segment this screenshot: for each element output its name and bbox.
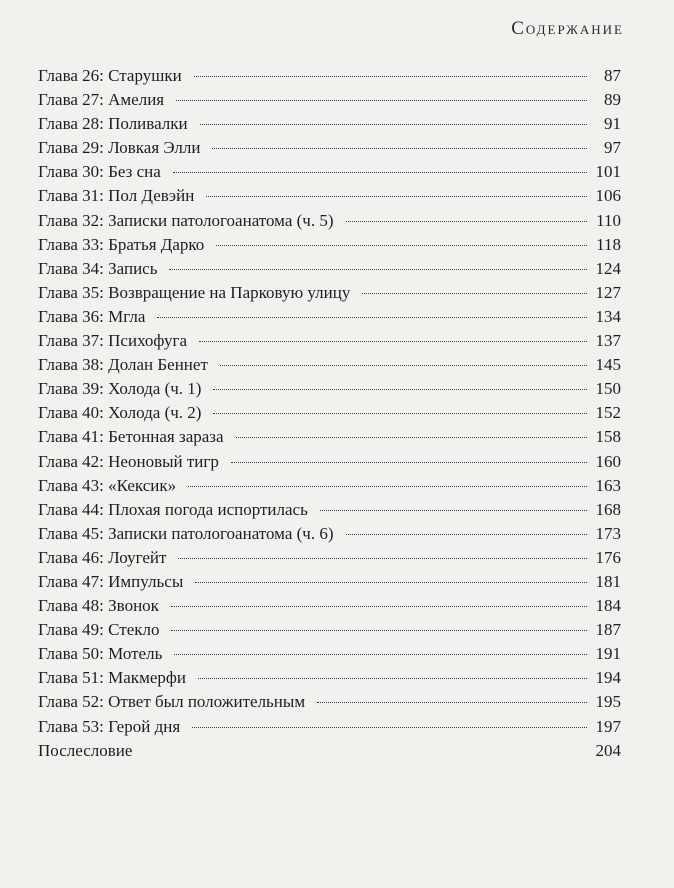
toc-entry xyxy=(38,642,621,666)
toc-entry xyxy=(38,739,621,763)
toc-entry xyxy=(38,450,621,474)
dot-leader xyxy=(206,196,587,197)
dot-leader xyxy=(216,245,587,246)
toc-entry-title: Глава 46: Лоугейт xyxy=(38,547,167,567)
toc-entry-page-number: 168 xyxy=(595,499,621,519)
toc-entry-page-number: 152 xyxy=(595,403,621,423)
toc-entry-page-number: 101 xyxy=(595,162,621,182)
toc-entry-title: Глава 27: Амелия xyxy=(38,90,165,110)
dot-leader xyxy=(213,389,587,390)
dot-leader xyxy=(171,630,587,631)
toc-entry-page-number: 89 xyxy=(604,90,621,110)
toc-entry-title: Послесловие xyxy=(38,740,133,760)
toc-entry xyxy=(38,377,621,401)
running-head: Содержание xyxy=(511,18,624,39)
toc-entry xyxy=(38,329,621,353)
toc-entry-title: Глава 29: Ловкая Элли xyxy=(38,138,201,158)
dot-leader xyxy=(317,702,587,703)
dot-leader xyxy=(199,341,587,342)
toc-entry-title: Глава 52: Ответ был положительным xyxy=(38,692,306,712)
toc-entry xyxy=(38,401,621,425)
toc-entry-page-number: 87 xyxy=(604,66,621,85)
toc-entry-page-number: 158 xyxy=(595,427,621,447)
toc-entry-page-number: 197 xyxy=(595,716,621,736)
toc-entry xyxy=(38,546,621,570)
toc-entry xyxy=(38,522,621,546)
dot-leader xyxy=(220,365,587,366)
toc-entry-title: Глава 49: Стекло xyxy=(38,620,160,640)
toc-entry xyxy=(38,570,621,594)
dot-leader xyxy=(320,510,587,511)
dot-leader xyxy=(169,269,587,270)
toc-entry-page-number: 195 xyxy=(595,692,621,712)
dot-leader xyxy=(212,148,587,149)
toc-entry-title: Глава 51: Макмерфи xyxy=(38,668,186,688)
toc-entry xyxy=(38,498,621,522)
toc-entry-title: Глава 34: Запись xyxy=(38,258,158,278)
toc-entry xyxy=(38,281,621,305)
toc-entry-title: Глава 37: Психофуга xyxy=(38,331,188,351)
toc-entry xyxy=(38,209,621,233)
dot-leader xyxy=(157,317,587,318)
dot-leader xyxy=(213,413,587,414)
toc-entry-title: Глава 41: Бетонная зараза xyxy=(38,427,224,447)
toc-entry-page-number: 173 xyxy=(595,523,621,543)
dot-leader xyxy=(362,293,587,294)
toc-entry-page-number: 124 xyxy=(595,258,621,278)
toc-entry xyxy=(38,425,621,449)
dot-leader xyxy=(346,221,588,222)
toc-entry-page-number: 134 xyxy=(595,306,621,326)
dot-leader xyxy=(200,124,587,125)
toc-entry-page-number: 191 xyxy=(595,644,621,664)
toc-entry xyxy=(38,690,621,714)
toc-entry xyxy=(38,305,621,329)
dot-leader xyxy=(173,172,587,173)
toc-entry-title: Глава 32: Записки патологоанатома (ч. 5) xyxy=(38,210,334,230)
toc-entry-title: Глава 36: Мгла xyxy=(38,306,146,326)
toc-entry-title: Глава 47: Импульсы xyxy=(38,571,184,591)
toc-entry-title: Глава 44: Плохая погода испортилась xyxy=(38,499,308,519)
toc-entry-page-number: 97 xyxy=(604,138,621,158)
toc-entry xyxy=(38,257,621,281)
toc-entry-page-number: 137 xyxy=(595,331,621,351)
toc-entry-page-number: 110 xyxy=(596,210,621,230)
toc-entry-page-number: 118 xyxy=(596,234,621,254)
toc-entry xyxy=(38,136,621,160)
toc-entry-title: Глава 33: Братья Дарко xyxy=(38,234,205,254)
toc-entry-page-number: 181 xyxy=(595,571,621,591)
toc-entry-title: Глава 53: Герой дня xyxy=(38,716,181,736)
toc-entry-title: Глава 31: Пол Девэйн xyxy=(38,186,195,206)
dot-leader xyxy=(195,582,587,583)
toc-entry-title: Глава 35: Возвращение на Парковую улицу xyxy=(38,282,351,302)
toc-entry xyxy=(38,618,621,642)
dot-leader xyxy=(174,654,587,655)
toc-entry-title: Глава 38: Долан Беннет xyxy=(38,355,208,375)
toc-entry-page-number: 163 xyxy=(595,475,621,495)
toc-entry xyxy=(38,160,621,184)
toc-entry-page-number: 187 xyxy=(595,620,621,640)
toc-entry-page-number: 160 xyxy=(595,451,621,471)
toc-entry-page-number: 145 xyxy=(595,355,621,375)
dot-leader xyxy=(176,100,587,101)
toc-entry-title: Глава 30: Без сна xyxy=(38,162,161,182)
toc-entry-title: Глава 39: Холода (ч. 1) xyxy=(38,379,202,399)
toc-entry xyxy=(38,88,621,112)
dot-leader xyxy=(236,437,587,438)
toc-entry xyxy=(38,112,621,136)
dot-leader xyxy=(346,534,588,535)
toc-entry-title: Глава 45: Записки патологоанатома (ч. 6) xyxy=(38,523,334,543)
toc-entry xyxy=(38,353,621,377)
toc-entry xyxy=(38,184,621,208)
toc-entry-page-number: 91 xyxy=(604,114,621,134)
toc-entry xyxy=(38,474,621,498)
toc-entry-title: Глава 40: Холода (ч. 2) xyxy=(38,403,202,423)
toc-entry-page-number: 194 xyxy=(595,668,621,688)
dot-leader xyxy=(144,751,587,752)
toc-entry-title: Глава 26: Старушки xyxy=(38,66,182,85)
dot-leader xyxy=(178,558,587,559)
toc-entry xyxy=(38,715,621,739)
toc-entry xyxy=(38,64,621,88)
toc-entry-page-number: 127 xyxy=(595,282,621,302)
dot-leader xyxy=(188,486,587,487)
toc-entry xyxy=(38,666,621,690)
toc-entry-page-number: 184 xyxy=(595,596,621,616)
dot-leader xyxy=(194,76,587,77)
toc-entry xyxy=(38,594,621,618)
toc-entry xyxy=(38,233,621,257)
table-of-contents xyxy=(38,64,621,763)
dot-leader xyxy=(231,462,587,463)
toc-entry-page-number: 150 xyxy=(595,379,621,399)
toc-entry-title: Глава 43: «Кексик» xyxy=(38,475,177,495)
toc-entry-title: Глава 50: Мотель xyxy=(38,644,163,664)
dot-leader xyxy=(192,727,587,728)
toc-entry-page-number: 176 xyxy=(595,547,621,567)
toc-entry-title: Глава 28: Поливалки xyxy=(38,114,188,134)
toc-entry-title: Глава 48: Звонок xyxy=(38,596,159,616)
toc-entry-page-number: 204 xyxy=(595,740,621,760)
toc-entry-title: Глава 42: Неоновый тигр xyxy=(38,451,219,471)
dot-leader xyxy=(198,678,587,679)
dot-leader xyxy=(171,606,587,607)
toc-entry-page-number: 106 xyxy=(595,186,621,206)
